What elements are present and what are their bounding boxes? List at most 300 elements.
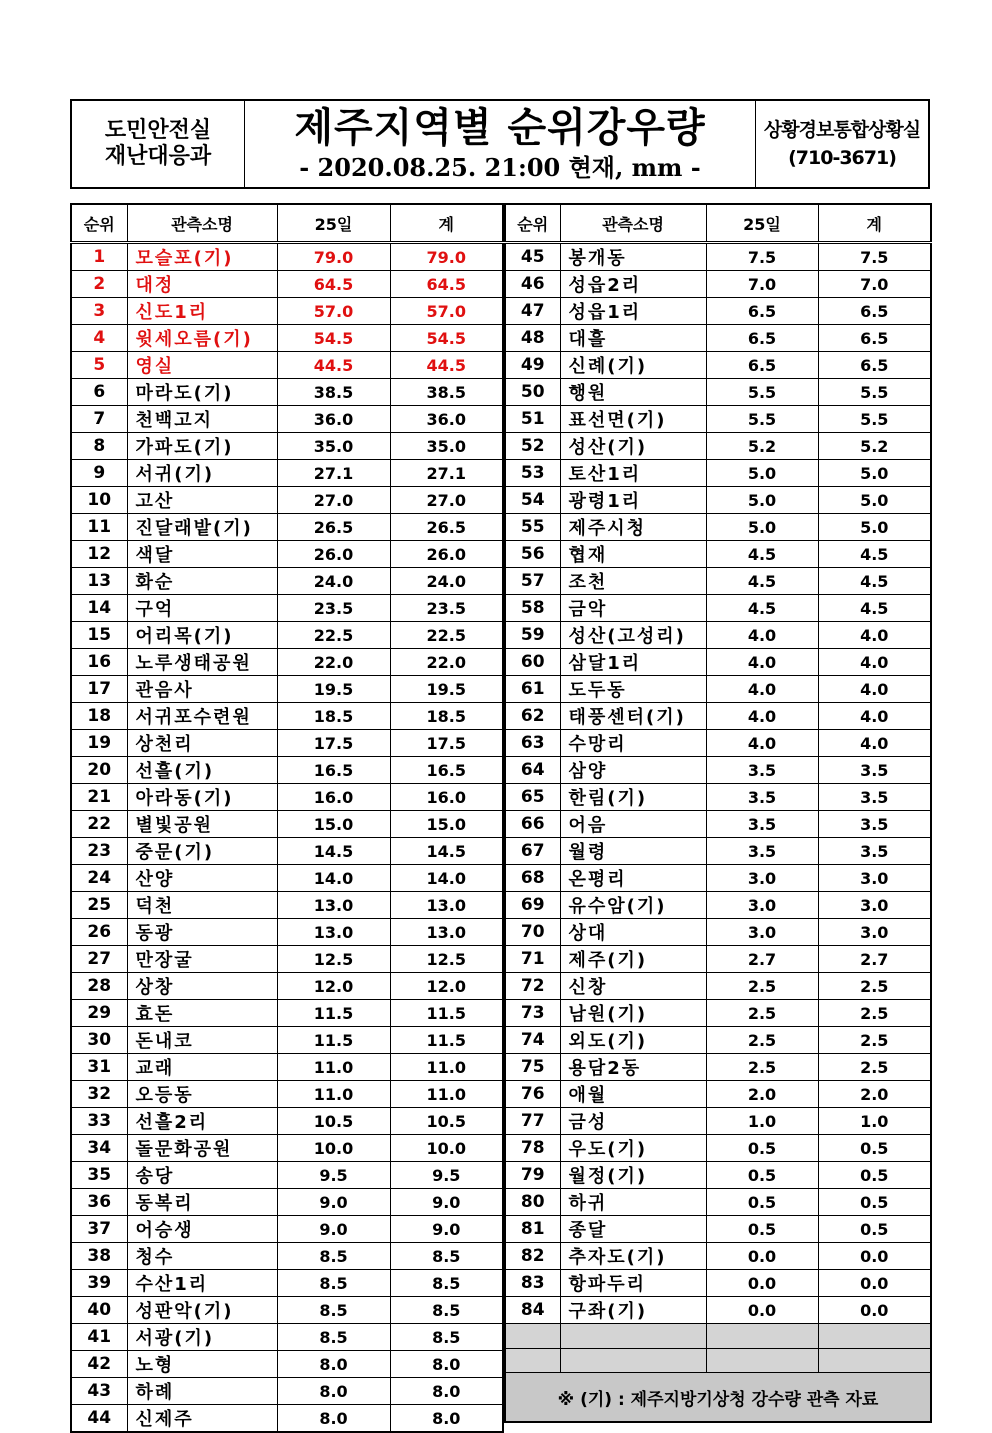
station-name-cell: 도두동 xyxy=(560,676,706,703)
table-row xyxy=(71,1243,503,1270)
rank-cell: 51 xyxy=(505,406,560,433)
table-row xyxy=(505,703,931,730)
rank-cell: 20 xyxy=(71,757,127,784)
day-rainfall-cell: 3.5 xyxy=(706,811,818,838)
day-rainfall-cell: 11.5 xyxy=(277,1027,390,1054)
table-row xyxy=(505,784,931,811)
table-row xyxy=(71,973,503,1000)
station-name-cell: 신도1리 xyxy=(127,298,277,325)
rank-cell: 70 xyxy=(505,919,560,946)
rank-cell: 25 xyxy=(71,892,127,919)
total-rainfall-cell: 8.5 xyxy=(390,1270,503,1297)
day-rainfall-cell: 35.0 xyxy=(277,433,390,460)
table-row xyxy=(505,1189,931,1216)
table-row xyxy=(505,1000,931,1027)
day-rainfall-cell: 4.0 xyxy=(706,649,818,676)
rank-cell: 24 xyxy=(71,865,127,892)
total-rainfall-cell: 17.5 xyxy=(390,730,503,757)
table-row xyxy=(505,892,931,919)
total-rainfall-cell: 2.7 xyxy=(818,946,931,973)
empty-cell xyxy=(560,1348,706,1373)
station-name-cell: 마라도(기) xyxy=(127,379,277,406)
station-name-cell: 온평리 xyxy=(560,865,706,892)
total-rainfall-cell: 14.5 xyxy=(390,838,503,865)
total-rainfall-cell: 5.5 xyxy=(818,406,931,433)
day-rainfall-cell: 9.5 xyxy=(277,1162,390,1189)
table-row xyxy=(505,568,931,595)
page-subtitle: - 2020.08.25. 21:00 현재, mm - xyxy=(299,153,701,182)
total-rainfall-cell: 13.0 xyxy=(390,919,503,946)
day-rainfall-cell: 0.5 xyxy=(706,1189,818,1216)
station-name-cell: 조천 xyxy=(560,568,706,595)
day-rainfall-cell: 9.0 xyxy=(277,1189,390,1216)
station-name-cell: 선흘(기) xyxy=(127,757,277,784)
station-name-cell: 진달래밭(기) xyxy=(127,514,277,541)
table-row xyxy=(505,757,931,784)
rank-cell: 78 xyxy=(505,1135,560,1162)
total-rainfall-cell: 6.5 xyxy=(818,298,931,325)
table-row xyxy=(71,676,503,703)
table-row xyxy=(71,1378,503,1405)
table-row xyxy=(71,892,503,919)
station-name-cell: 오등동 xyxy=(127,1081,277,1108)
station-name-cell: 성읍2리 xyxy=(560,271,706,298)
rank-cell: 12 xyxy=(71,541,127,568)
rank-header: 순위 xyxy=(71,204,127,243)
day-rainfall-cell: 11.0 xyxy=(277,1054,390,1081)
total-rainfall-cell: 4.0 xyxy=(818,649,931,676)
total-rainfall-cell: 3.0 xyxy=(818,865,931,892)
station-name-cell: 종달 xyxy=(560,1216,706,1243)
station-name-cell: 상천리 xyxy=(127,730,277,757)
rank-cell: 60 xyxy=(505,649,560,676)
total-rainfall-cell: 27.1 xyxy=(390,460,503,487)
total-rainfall-cell: 16.5 xyxy=(390,757,503,784)
rank-cell: 31 xyxy=(71,1054,127,1081)
rank-cell: 37 xyxy=(71,1216,127,1243)
ranking-table-right xyxy=(504,203,932,1423)
station-name-cell: 천백고지 xyxy=(127,406,277,433)
day-header: 25일 xyxy=(706,204,818,243)
table-row xyxy=(71,406,503,433)
station-name-cell: 유수암(기) xyxy=(560,892,706,919)
total-rainfall-cell: 23.5 xyxy=(390,595,503,622)
station-name-cell: 삼달1리 xyxy=(560,649,706,676)
station-name-cell: 광령1리 xyxy=(560,487,706,514)
rank-cell: 54 xyxy=(505,487,560,514)
table-row xyxy=(71,1081,503,1108)
station-header: 관측소명 xyxy=(560,204,706,243)
total-rainfall-cell: 8.0 xyxy=(390,1378,503,1405)
rank-cell: 69 xyxy=(505,892,560,919)
station-header: 관측소명 xyxy=(127,204,277,243)
station-name-cell: 한림(기) xyxy=(560,784,706,811)
table-row xyxy=(505,919,931,946)
total-rainfall-cell: 5.2 xyxy=(818,433,931,460)
table-row xyxy=(71,757,503,784)
rank-cell: 50 xyxy=(505,379,560,406)
rank-cell: 16 xyxy=(71,649,127,676)
table-row xyxy=(505,1135,931,1162)
total-rainfall-cell: 4.5 xyxy=(818,595,931,622)
total-rainfall-cell: 4.5 xyxy=(818,568,931,595)
table-row xyxy=(71,1162,503,1189)
rank-cell: 46 xyxy=(505,271,560,298)
station-name-cell: 대흘 xyxy=(560,325,706,352)
total-rainfall-cell: 2.5 xyxy=(818,1027,931,1054)
total-rainfall-cell: 7.0 xyxy=(818,271,931,298)
total-rainfall-cell: 12.5 xyxy=(390,946,503,973)
rank-cell: 61 xyxy=(505,676,560,703)
station-name-cell: 노루생태공원 xyxy=(127,649,277,676)
table-row xyxy=(71,946,503,973)
total-rainfall-cell: 15.0 xyxy=(390,811,503,838)
total-rainfall-cell: 11.5 xyxy=(390,1027,503,1054)
day-rainfall-cell: 2.5 xyxy=(706,973,818,1000)
total-rainfall-cell: 4.0 xyxy=(818,676,931,703)
rank-cell: 83 xyxy=(505,1270,560,1297)
table-row xyxy=(505,541,931,568)
rank-cell: 6 xyxy=(71,379,127,406)
day-rainfall-cell: 79.0 xyxy=(277,243,390,271)
rank-cell: 21 xyxy=(71,784,127,811)
station-name-cell: 제주시청 xyxy=(560,514,706,541)
table-row xyxy=(505,649,931,676)
total-rainfall-cell: 64.5 xyxy=(390,271,503,298)
page-title: 제주지역별 순위강우량 xyxy=(294,105,706,151)
station-name-cell: 월령 xyxy=(560,838,706,865)
table-row xyxy=(505,487,931,514)
total-rainfall-cell: 2.5 xyxy=(818,973,931,1000)
day-rainfall-cell: 2.5 xyxy=(706,1027,818,1054)
day-rainfall-cell: 9.0 xyxy=(277,1216,390,1243)
table-row xyxy=(505,811,931,838)
rank-cell: 8 xyxy=(71,433,127,460)
total-rainfall-cell: 3.5 xyxy=(818,838,931,865)
empty-cell xyxy=(818,1348,931,1373)
day-rainfall-cell: 2.5 xyxy=(706,1000,818,1027)
rank-cell: 59 xyxy=(505,622,560,649)
day-rainfall-cell: 26.5 xyxy=(277,514,390,541)
rank-cell: 80 xyxy=(505,1189,560,1216)
rank-cell: 19 xyxy=(71,730,127,757)
total-rainfall-cell: 0.5 xyxy=(818,1162,931,1189)
day-rainfall-cell: 8.0 xyxy=(277,1405,390,1433)
station-name-cell: 어승생 xyxy=(127,1216,277,1243)
rank-cell: 73 xyxy=(505,1000,560,1027)
rank-cell: 22 xyxy=(71,811,127,838)
day-rainfall-cell: 3.5 xyxy=(706,757,818,784)
day-rainfall-cell: 16.0 xyxy=(277,784,390,811)
rank-cell: 45 xyxy=(505,243,560,271)
rank-cell: 82 xyxy=(505,1243,560,1270)
total-rainfall-cell: 5.0 xyxy=(818,487,931,514)
day-rainfall-cell: 5.0 xyxy=(706,514,818,541)
station-name-cell: 덕천 xyxy=(127,892,277,919)
table-row xyxy=(71,595,503,622)
total-rainfall-cell: 5.0 xyxy=(818,514,931,541)
total-rainfall-cell: 13.0 xyxy=(390,892,503,919)
day-rainfall-cell: 24.0 xyxy=(277,568,390,595)
rank-cell: 56 xyxy=(505,541,560,568)
day-rainfall-cell: 2.0 xyxy=(706,1081,818,1108)
day-rainfall-cell: 6.5 xyxy=(706,352,818,379)
total-rainfall-cell: 8.5 xyxy=(390,1243,503,1270)
station-name-cell: 돈내코 xyxy=(127,1027,277,1054)
rank-cell: 35 xyxy=(71,1162,127,1189)
station-name-cell: 고산 xyxy=(127,487,277,514)
day-rainfall-cell: 27.0 xyxy=(277,487,390,514)
station-name-cell: 성판악(기) xyxy=(127,1297,277,1324)
day-header: 25일 xyxy=(277,204,390,243)
rank-cell: 52 xyxy=(505,433,560,460)
table-row xyxy=(71,919,503,946)
day-rainfall-cell: 3.0 xyxy=(706,865,818,892)
total-rainfall-cell: 4.5 xyxy=(818,541,931,568)
table-row xyxy=(505,1270,931,1297)
total-rainfall-cell: 9.5 xyxy=(390,1162,503,1189)
station-name-cell: 어리목(기) xyxy=(127,622,277,649)
total-rainfall-cell: 36.0 xyxy=(390,406,503,433)
table-row xyxy=(71,649,503,676)
station-name-cell: 관음사 xyxy=(127,676,277,703)
day-rainfall-cell: 8.5 xyxy=(277,1297,390,1324)
rank-cell: 7 xyxy=(71,406,127,433)
rank-cell: 57 xyxy=(505,568,560,595)
table-row xyxy=(71,298,503,325)
rank-cell: 58 xyxy=(505,595,560,622)
empty-row xyxy=(505,1324,931,1349)
table-row xyxy=(71,325,503,352)
rank-cell: 81 xyxy=(505,1216,560,1243)
rank-cell: 14 xyxy=(71,595,127,622)
total-rainfall-cell: 2.5 xyxy=(818,1054,931,1081)
total-rainfall-cell: 11.0 xyxy=(390,1054,503,1081)
day-rainfall-cell: 8.5 xyxy=(277,1270,390,1297)
rank-cell: 42 xyxy=(71,1351,127,1378)
table-row xyxy=(505,379,931,406)
day-rainfall-cell: 7.0 xyxy=(706,271,818,298)
day-rainfall-cell: 2.5 xyxy=(706,1054,818,1081)
day-rainfall-cell: 10.5 xyxy=(277,1108,390,1135)
total-rainfall-cell: 3.0 xyxy=(818,919,931,946)
station-name-cell: 청수 xyxy=(127,1243,277,1270)
station-name-cell: 애월 xyxy=(560,1081,706,1108)
total-rainfall-cell: 12.0 xyxy=(390,973,503,1000)
rank-cell: 5 xyxy=(71,352,127,379)
table-row xyxy=(505,298,931,325)
station-name-cell: 윗세오름(기) xyxy=(127,325,277,352)
total-rainfall-cell: 57.0 xyxy=(390,298,503,325)
ranking-table-left xyxy=(70,203,504,1433)
total-rainfall-cell: 5.0 xyxy=(818,460,931,487)
station-name-cell: 서귀(기) xyxy=(127,460,277,487)
table-row xyxy=(505,433,931,460)
table-row xyxy=(71,1135,503,1162)
table-row xyxy=(505,838,931,865)
empty-cell xyxy=(818,1324,931,1349)
day-rainfall-cell: 15.0 xyxy=(277,811,390,838)
table-header-row xyxy=(71,204,503,243)
station-name-cell: 가파도(기) xyxy=(127,433,277,460)
table-row xyxy=(71,622,503,649)
day-rainfall-cell: 2.7 xyxy=(706,946,818,973)
table-row xyxy=(71,514,503,541)
station-name-cell: 신제주 xyxy=(127,1405,277,1433)
total-rainfall-cell: 35.0 xyxy=(390,433,503,460)
total-rainfall-cell: 11.5 xyxy=(390,1000,503,1027)
total-rainfall-cell: 7.5 xyxy=(818,243,931,271)
station-name-cell: 모슬포(기) xyxy=(127,243,277,271)
station-name-cell: 성산(고성리) xyxy=(560,622,706,649)
station-name-cell: 어음 xyxy=(560,811,706,838)
day-rainfall-cell: 54.5 xyxy=(277,325,390,352)
table-row xyxy=(505,1081,931,1108)
station-name-cell: 행원 xyxy=(560,379,706,406)
total-rainfall-cell: 6.5 xyxy=(818,325,931,352)
rank-cell: 26 xyxy=(71,919,127,946)
day-rainfall-cell: 27.1 xyxy=(277,460,390,487)
station-name-cell: 서광(기) xyxy=(127,1324,277,1351)
day-rainfall-cell: 38.5 xyxy=(277,379,390,406)
station-name-cell: 신창 xyxy=(560,973,706,1000)
total-rainfall-cell: 26.5 xyxy=(390,514,503,541)
rank-cell: 39 xyxy=(71,1270,127,1297)
table-row xyxy=(505,1243,931,1270)
day-rainfall-cell: 17.5 xyxy=(277,730,390,757)
rank-cell: 9 xyxy=(71,460,127,487)
department-box xyxy=(72,101,245,187)
station-name-cell: 봉개동 xyxy=(560,243,706,271)
day-rainfall-cell: 5.5 xyxy=(706,379,818,406)
rank-cell: 30 xyxy=(71,1027,127,1054)
total-rainfall-cell: 2.0 xyxy=(818,1081,931,1108)
table-row xyxy=(71,1324,503,1351)
rank-cell: 55 xyxy=(505,514,560,541)
rank-cell: 67 xyxy=(505,838,560,865)
table-row xyxy=(71,487,503,514)
day-rainfall-cell: 0.0 xyxy=(706,1243,818,1270)
day-rainfall-cell: 11.5 xyxy=(277,1000,390,1027)
table-row xyxy=(71,1216,503,1243)
day-rainfall-cell: 23.5 xyxy=(277,595,390,622)
rank-cell: 77 xyxy=(505,1108,560,1135)
station-name-cell: 표선면(기) xyxy=(560,406,706,433)
station-name-cell: 수산1리 xyxy=(127,1270,277,1297)
rank-cell: 66 xyxy=(505,811,560,838)
day-rainfall-cell: 11.0 xyxy=(277,1081,390,1108)
table-row xyxy=(71,1027,503,1054)
total-rainfall-cell: 44.5 xyxy=(390,352,503,379)
rank-cell: 44 xyxy=(71,1405,127,1433)
day-rainfall-cell: 4.5 xyxy=(706,595,818,622)
rank-cell: 32 xyxy=(71,1081,127,1108)
table-row xyxy=(71,838,503,865)
rank-cell: 1 xyxy=(71,243,127,271)
table-row xyxy=(505,973,931,1000)
station-name-cell: 남원(기) xyxy=(560,1000,706,1027)
rank-cell: 18 xyxy=(71,703,127,730)
rank-cell: 72 xyxy=(505,973,560,1000)
station-name-cell: 선흘2리 xyxy=(127,1108,277,1135)
station-name-cell: 영실 xyxy=(127,352,277,379)
station-name-cell: 금성 xyxy=(560,1108,706,1135)
total-rainfall-cell: 4.0 xyxy=(818,622,931,649)
table-row xyxy=(505,243,931,271)
rank-cell: 53 xyxy=(505,460,560,487)
station-name-cell: 화순 xyxy=(127,568,277,595)
table-row xyxy=(505,946,931,973)
station-name-cell: 상창 xyxy=(127,973,277,1000)
day-rainfall-cell: 22.5 xyxy=(277,622,390,649)
report-header xyxy=(70,99,930,189)
rank-cell: 63 xyxy=(505,730,560,757)
station-name-cell: 태풍센터(기) xyxy=(560,703,706,730)
rank-cell: 65 xyxy=(505,784,560,811)
station-name-cell: 협재 xyxy=(560,541,706,568)
rank-cell: 76 xyxy=(505,1081,560,1108)
day-rainfall-cell: 12.5 xyxy=(277,946,390,973)
day-rainfall-cell: 4.5 xyxy=(706,568,818,595)
total-rainfall-cell: 9.0 xyxy=(390,1216,503,1243)
table-row xyxy=(505,1297,931,1324)
table-row xyxy=(505,730,931,757)
rank-cell: 13 xyxy=(71,568,127,595)
day-rainfall-cell: 1.0 xyxy=(706,1108,818,1135)
table-header-row xyxy=(505,204,931,243)
rank-cell: 47 xyxy=(505,298,560,325)
rank-cell: 49 xyxy=(505,352,560,379)
total-rainfall-cell: 0.0 xyxy=(818,1243,931,1270)
day-rainfall-cell: 4.5 xyxy=(706,541,818,568)
total-rainfall-cell: 3.5 xyxy=(818,811,931,838)
total-rainfall-cell: 0.5 xyxy=(818,1216,931,1243)
total-rainfall-cell: 22.5 xyxy=(390,622,503,649)
total-rainfall-cell: 0.5 xyxy=(818,1189,931,1216)
station-name-cell: 서귀포수련원 xyxy=(127,703,277,730)
source-note: ※ (기) : 제주지방기상청 강수량 관측 자료 xyxy=(505,1373,931,1423)
station-name-cell: 구좌(기) xyxy=(560,1297,706,1324)
table-row xyxy=(71,379,503,406)
day-rainfall-cell: 0.0 xyxy=(706,1270,818,1297)
table-row xyxy=(505,595,931,622)
table-row xyxy=(71,730,503,757)
rank-cell: 75 xyxy=(505,1054,560,1081)
total-rainfall-cell: 18.5 xyxy=(390,703,503,730)
day-rainfall-cell: 5.5 xyxy=(706,406,818,433)
total-rainfall-cell: 4.0 xyxy=(818,703,931,730)
total-rainfall-cell: 4.0 xyxy=(818,730,931,757)
rank-cell: 43 xyxy=(71,1378,127,1405)
station-name-cell: 하례 xyxy=(127,1378,277,1405)
rank-cell: 27 xyxy=(71,946,127,973)
day-rainfall-cell: 5.2 xyxy=(706,433,818,460)
day-rainfall-cell: 12.0 xyxy=(277,973,390,1000)
rank-cell: 71 xyxy=(505,946,560,973)
table-row xyxy=(71,1000,503,1027)
rank-cell: 84 xyxy=(505,1297,560,1324)
table-row xyxy=(505,460,931,487)
day-rainfall-cell: 16.5 xyxy=(277,757,390,784)
total-rainfall-cell: 11.0 xyxy=(390,1081,503,1108)
day-rainfall-cell: 0.5 xyxy=(706,1162,818,1189)
rank-cell: 15 xyxy=(71,622,127,649)
station-name-cell: 신례(기) xyxy=(560,352,706,379)
day-rainfall-cell: 8.0 xyxy=(277,1351,390,1378)
total-rainfall-cell: 9.0 xyxy=(390,1189,503,1216)
rank-cell: 10 xyxy=(71,487,127,514)
contact-box xyxy=(756,101,928,187)
